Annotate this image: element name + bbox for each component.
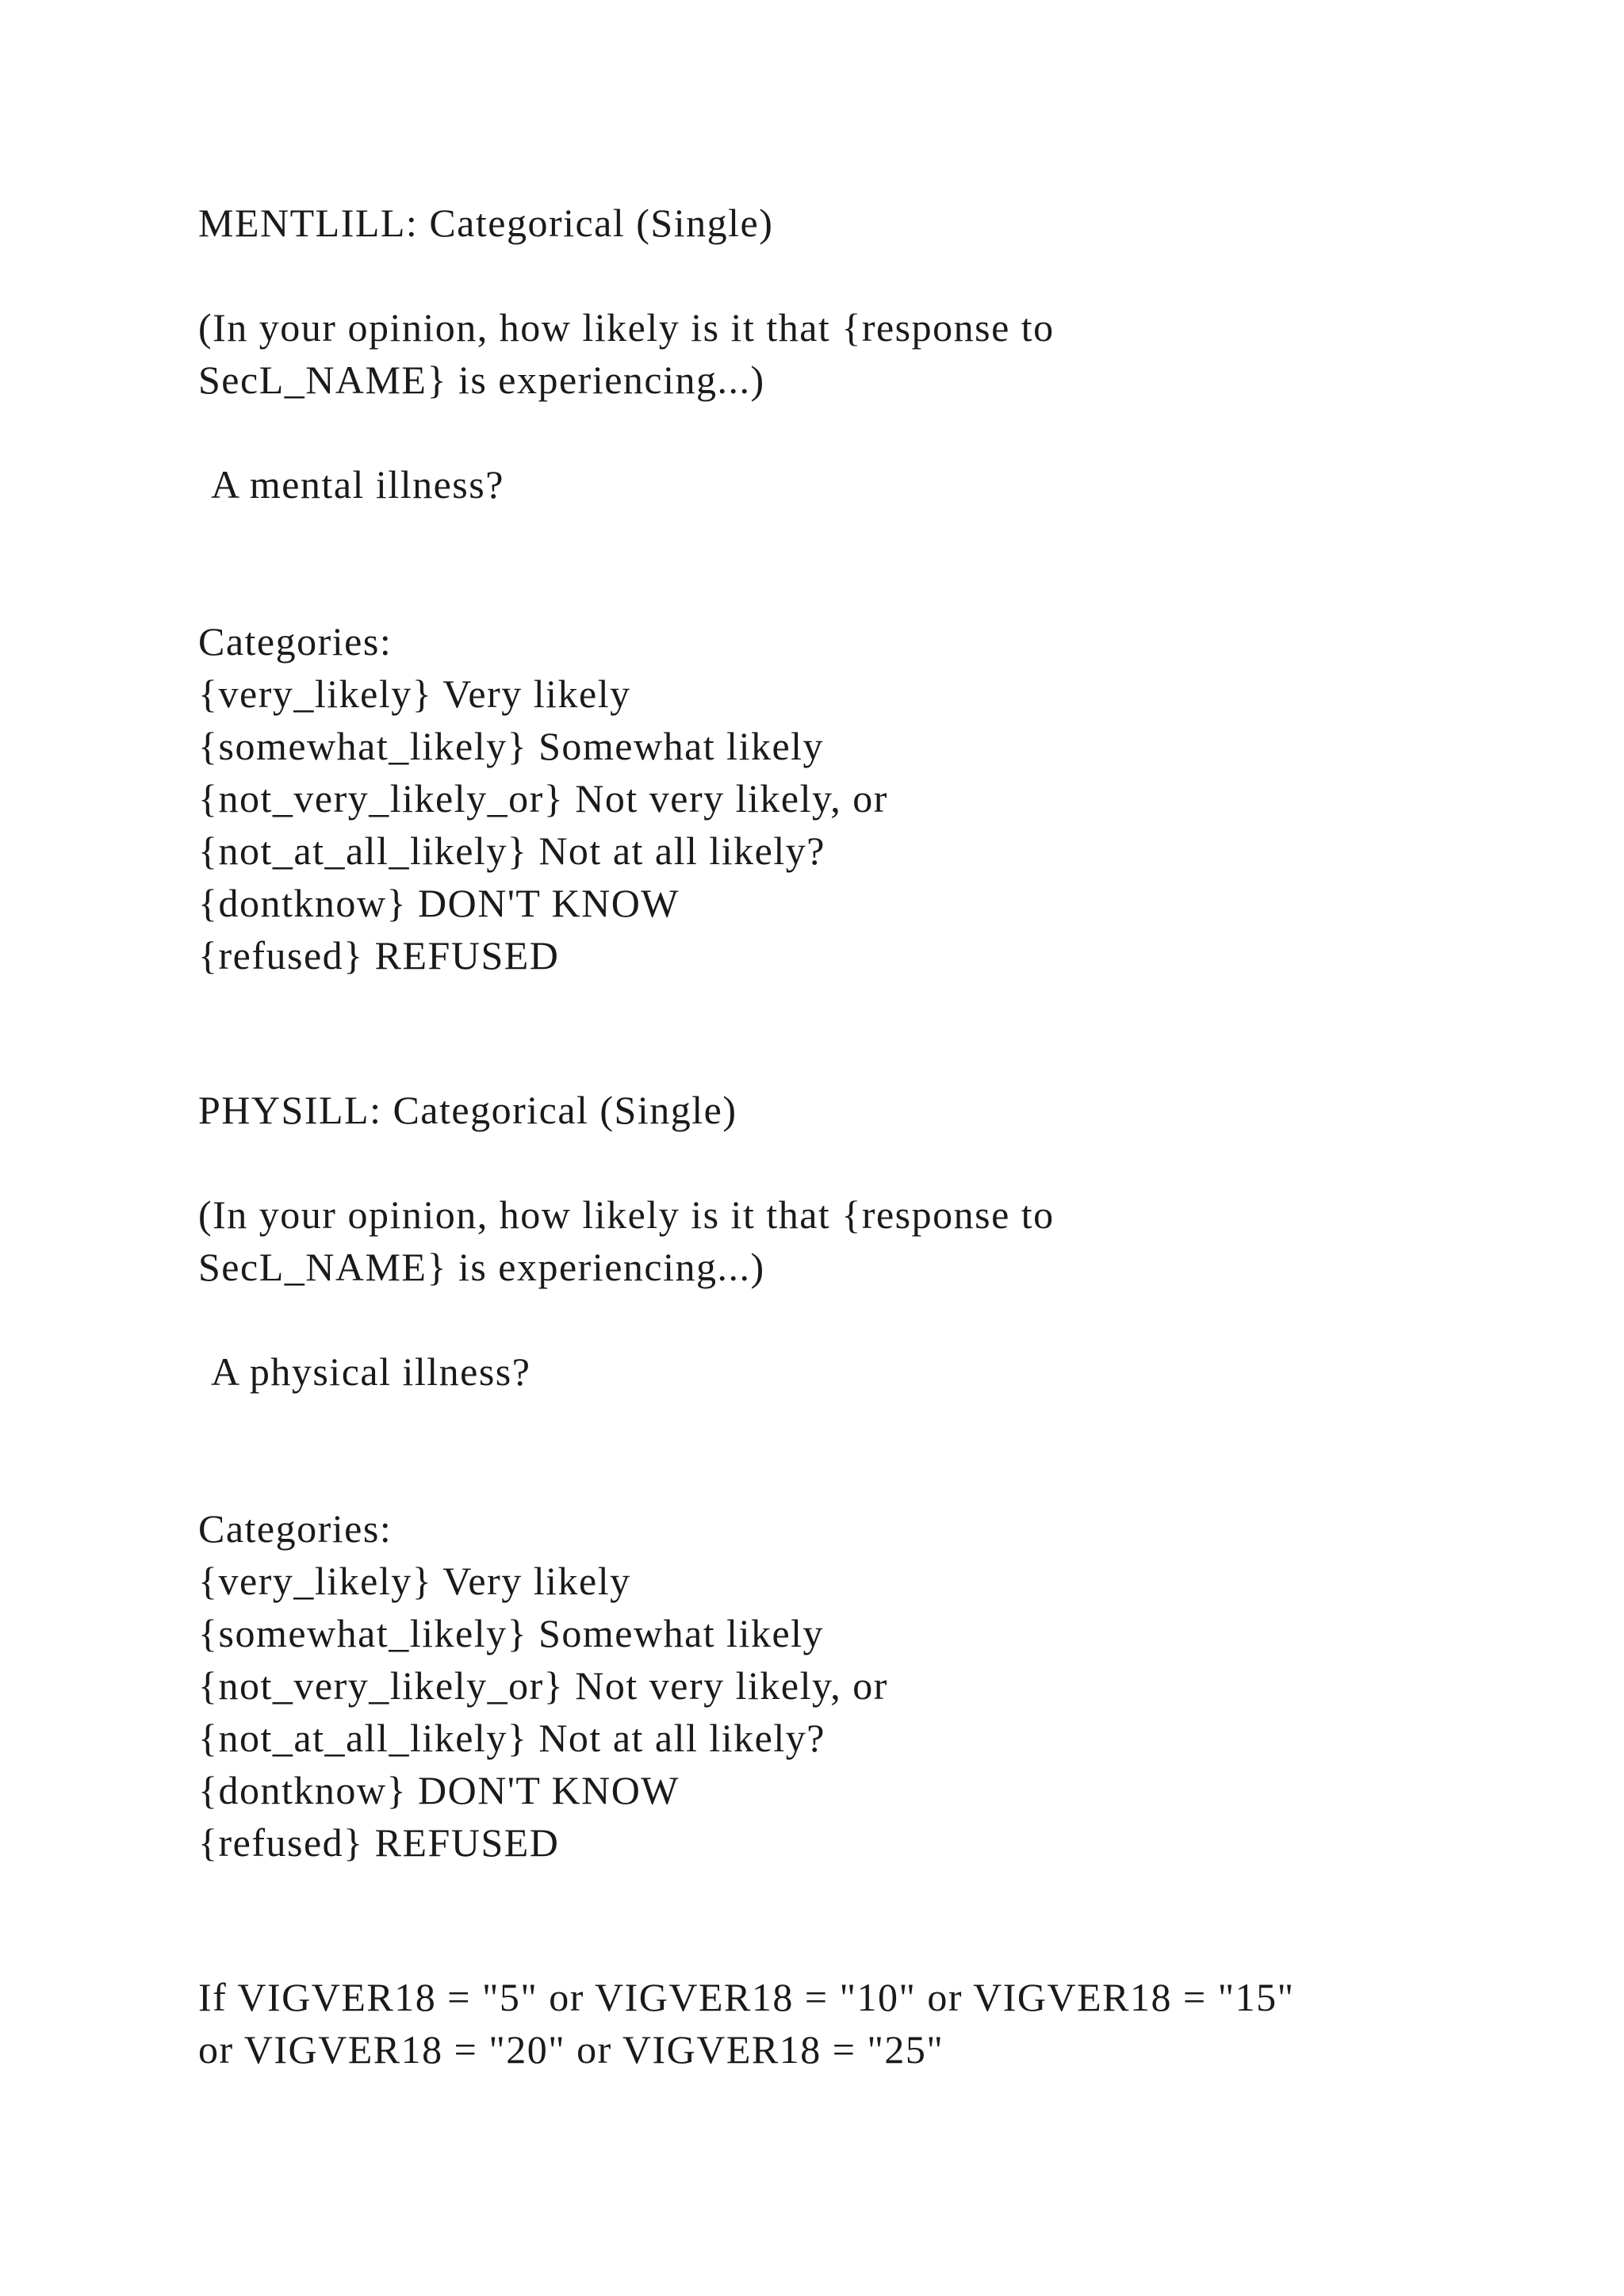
category-item: {very_likely} Very likely bbox=[198, 672, 631, 716]
category-item: {not_very_likely_or} Not very likely, or bbox=[198, 1663, 888, 1708]
category-item: {somewhat_likely} Somewhat likely bbox=[198, 724, 825, 768]
prompt-line: (In your opinion, how likely is it that {response to bbox=[198, 1192, 1055, 1237]
category-item: {refused} REFUSED bbox=[198, 933, 560, 978]
prompt-line: SecL_NAME} is experiencing...) bbox=[198, 358, 765, 402]
section-heading: MENTLILL: Categorical (Single) bbox=[198, 201, 774, 245]
category-item: {somewhat_likely} Somewhat likely bbox=[198, 1611, 825, 1655]
category-item: {very_likely} Very likely bbox=[198, 1559, 631, 1603]
category-item: {not_at_all_likely} Not at all likely? bbox=[198, 1716, 825, 1760]
question-text: A physical illness? bbox=[211, 1349, 531, 1394]
category-item: {dontknow} DON'T KNOW bbox=[198, 1768, 680, 1812]
section-heading: PHYSILL: Categorical (Single) bbox=[198, 1088, 737, 1132]
category-item: {dontknow} DON'T KNOW bbox=[198, 881, 680, 925]
category-item: {refused} REFUSED bbox=[198, 1820, 560, 1865]
condition-line: If VIGVER18 = "5" or VIGVER18 = "10" or VIGVER18 = "15" bbox=[198, 1975, 1295, 2019]
prompt-line: (In your opinion, how likely is it that {response to bbox=[198, 305, 1055, 350]
categories-label: Categories: bbox=[198, 619, 393, 664]
category-item: {not_very_likely_or} Not very likely, or bbox=[198, 776, 888, 821]
condition-line: or VIGVER18 = "20" or VIGVER18 = "25" bbox=[198, 2027, 944, 2072]
question-text: A mental illness? bbox=[211, 462, 504, 507]
prompt-line: SecL_NAME} is experiencing...) bbox=[198, 1245, 765, 1289]
category-item: {not_at_all_likely} Not at all likely? bbox=[198, 828, 825, 873]
categories-label: Categories: bbox=[198, 1506, 393, 1551]
